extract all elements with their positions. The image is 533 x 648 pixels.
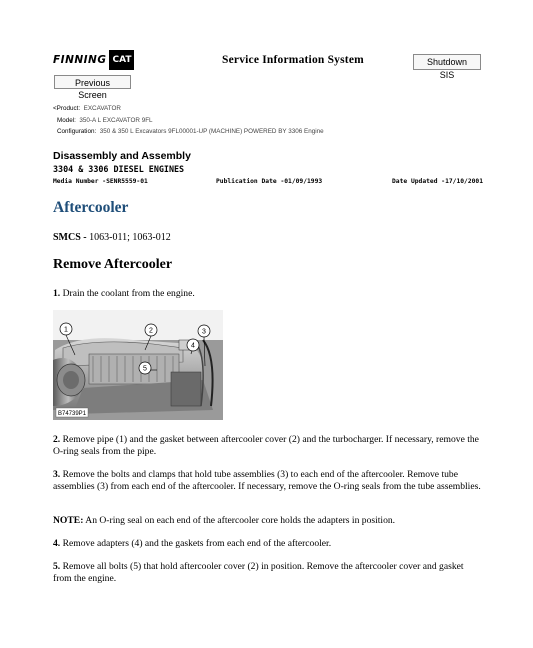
procedure-heading: Remove Aftercooler [53, 257, 173, 272]
model-value: 350-A L EXCAVATOR 9FL [79, 117, 153, 124]
finning-cat-logo [53, 50, 137, 70]
step-number: 3. [53, 469, 61, 480]
model-key: Model: [57, 117, 76, 124]
date-updated: Date Updated -17/10/2001 [392, 178, 483, 185]
aftercooler-illustration [53, 310, 223, 420]
callout-1: 1 [64, 326, 68, 334]
step-number: 5. [53, 561, 61, 572]
publication-date: Publication Date -01/09/1993 [216, 178, 323, 185]
breadcrumb-configuration [57, 128, 324, 135]
step-text: Remove the bolts and clamps that hold tube assemblies (3) to each end of the aftercooler. Remove tube assemblies (3) from each end of the aftercooler. If necessary, remove the O-ring seals from the tube assemblies. [53, 469, 481, 493]
configuration-value: 350 & 350 L Excavators 9FL00001-UP (MACHINE) POWERED BY 3306 Engine [99, 128, 324, 135]
smcs-value: 1063-011; 1063-012 [86, 232, 171, 243]
note [53, 515, 483, 527]
breadcrumb-model [57, 117, 153, 124]
section-title: Disassembly and Assembly [53, 150, 191, 162]
callout-4: 4 [191, 342, 195, 350]
configuration-key: Configuration: [57, 128, 97, 135]
media-number: Media Number -SENR5559-01 [53, 178, 148, 185]
topic-heading: Aftercooler [53, 199, 129, 216]
step-text: Drain the coolant from the engine. [60, 288, 195, 299]
step-2 [53, 434, 483, 459]
previous-screen-button[interactable]: Previous Screen [54, 75, 131, 89]
page-title: Service Information System [222, 54, 364, 66]
step-number: 2. [53, 434, 61, 445]
product-value: EXCAVATOR [83, 105, 121, 112]
callout-3: 3 [202, 328, 206, 336]
breadcrumb-product [53, 105, 121, 112]
step-5 [53, 561, 483, 586]
step-text: Remove all bolts (5) that hold aftercooler cover (2) in position. Remove the aftercooler cover and gasket from the engine. [53, 561, 464, 585]
step-1 [53, 288, 483, 300]
step-number: 1. [53, 288, 61, 299]
step-text: Remove pipe (1) and the gasket between aftercooler cover (2) and the turbocharger. If necessary, remove the O-ring seals from the pipe. [53, 434, 479, 458]
publication-info-row [53, 178, 483, 188]
callout-2: 2 [149, 327, 153, 335]
logo-cat-badge: CAT [109, 50, 134, 70]
smcs-codes [53, 232, 171, 243]
callout-5: 5 [143, 365, 147, 373]
product-key[interactable]: <Product: [53, 105, 81, 112]
figure-id-label: B74739P1 [58, 411, 87, 417]
note-label: NOTE: [53, 515, 84, 526]
step-text: Remove adapters (4) and the gaskets from each end of the aftercooler. [60, 538, 332, 549]
step-4 [53, 538, 483, 550]
section-subtitle: 3304 & 3306 DIESEL ENGINES [53, 164, 185, 174]
shutdown-sis-button[interactable]: Shutdown SIS [413, 54, 481, 70]
step-3 [53, 469, 483, 494]
step-number: 4. [53, 538, 61, 549]
logo-finning-text: FINNING [53, 54, 107, 66]
note-text: An O-ring seal on each end of the aftercooler core holds the adapters in position. [83, 515, 396, 526]
smcs-label: SMCS - [53, 232, 87, 243]
